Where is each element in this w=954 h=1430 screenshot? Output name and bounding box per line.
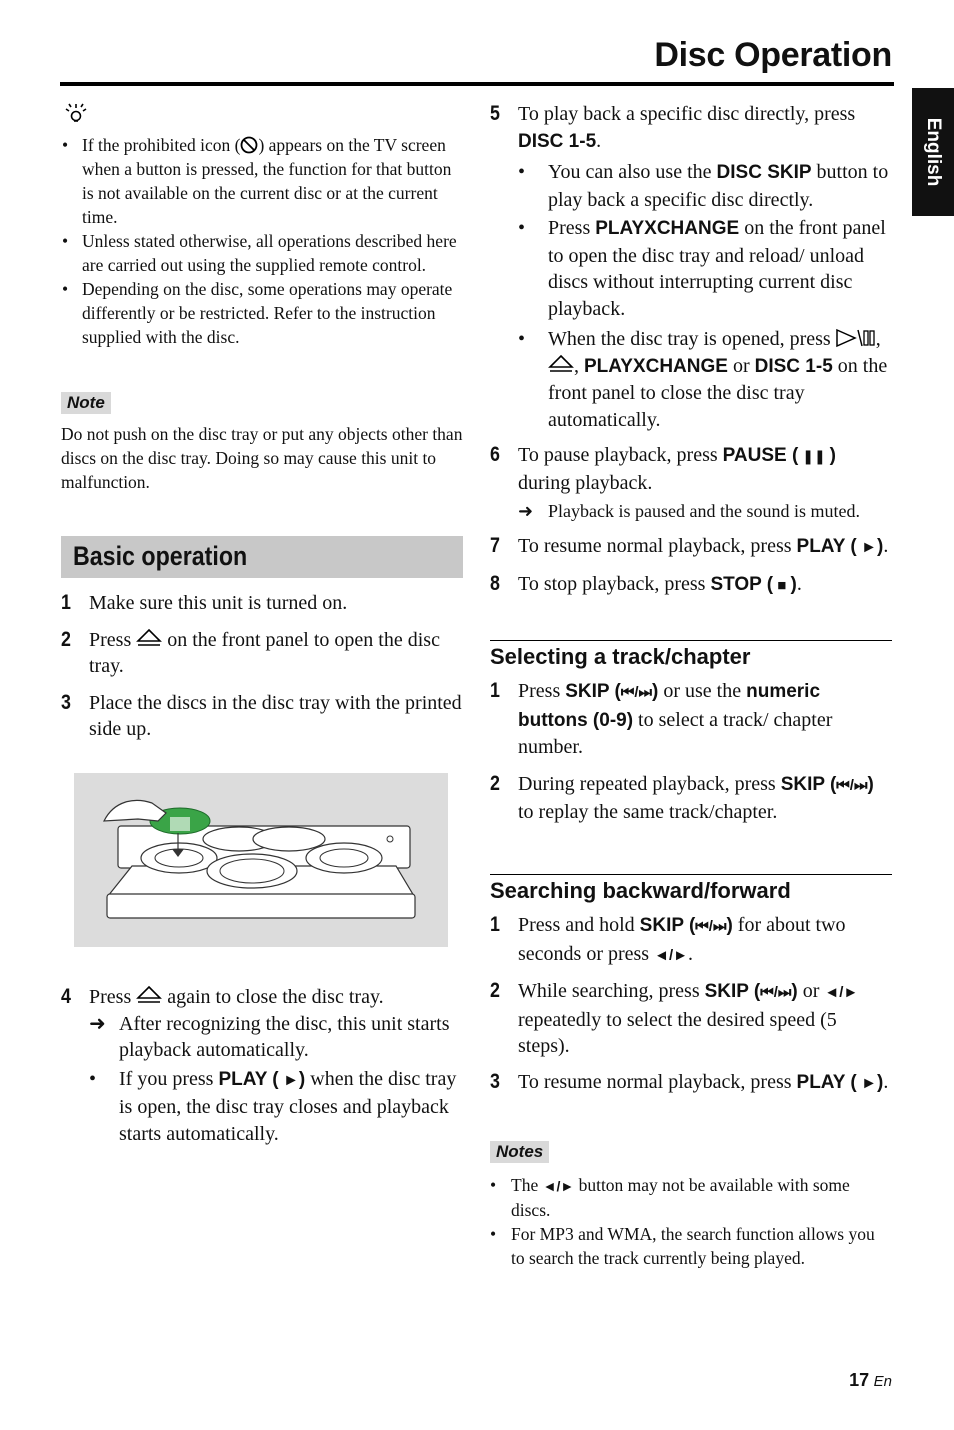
eject-icon	[136, 985, 162, 1005]
step-4: 4 Press again to close the disc tray.	[61, 985, 384, 1008]
step-6: 6 To pause playback, press PAUSE ( ❚❚ ) during playback.	[490, 443, 836, 494]
title-rule	[60, 82, 894, 86]
searching-heading: Searching backward/forward	[490, 878, 791, 903]
disc-tray-illustration	[74, 773, 448, 947]
arrow-icon: ➜	[89, 1012, 106, 1035]
step-8: 8 To stop playback, press STOP ( ■ ).	[490, 571, 802, 595]
section-heading: Basic operation	[73, 541, 248, 571]
selecting-step-1: 1 Press SKIP (⏮/⏭) or use the numeric buttons (0-9) to select a track/ chapter number.	[490, 679, 833, 758]
searching-step-3: 3 To resume normal playback, press PLAY ( ►).	[490, 1069, 889, 1093]
tip-item: • Depending on the disc, some operations may operate differently or be restricted. Refer to the instruction supplied with the disc.	[61, 277, 463, 349]
disc-tray-drawing	[74, 773, 448, 947]
section-heading-bar	[61, 536, 463, 578]
step-4-result: ➜ After recognizing the disc, this unit starts playback automatically.	[89, 1012, 450, 1061]
steps-5-8	[490, 101, 892, 599]
notes-item: • The ◄/► button may not be available with some discs.	[490, 1173, 892, 1222]
step-3: 3 Place the discs in the disc tray with the printed side up.	[61, 690, 462, 740]
notes-label: Notes	[490, 1141, 549, 1163]
play-icon: ►	[856, 1074, 877, 1092]
play-icon: ►	[278, 1071, 299, 1089]
step-5-bullet: • When the disc tray is opened, press , , PLAYXCHANGE or DISC 1-5 on the front panel to close the disc tray automatically.	[518, 328, 888, 431]
arrow-icon: ➜	[518, 501, 534, 521]
selecting-section	[490, 640, 892, 826]
step-1: 1 Make sure this unit is turned on.	[61, 591, 348, 614]
language-tab	[912, 88, 954, 216]
eject-icon	[548, 354, 574, 374]
tip-item: • If the prohibited icon ( ) appears on the TV screen when a button is pressed, the function for that button is not available on the current disc or at the current time.	[61, 133, 463, 229]
step-7: 7 To resume normal playback, press PLAY ( ►).	[490, 534, 889, 557]
notes-item: • For MP3 and WMA, the search function allows you to search the track currently being played.	[490, 1222, 892, 1270]
play-pause-icon	[836, 328, 876, 348]
skip-icon: ⏮/⏭	[836, 776, 868, 794]
step-5-bullet: • Press PLAYXCHANGE on the front panel to open the disc tray and reload/ unload discs without interrupting current disc playback.	[518, 217, 886, 320]
eject-icon	[136, 628, 162, 648]
stop-icon: ■	[773, 576, 791, 594]
selecting-heading: Selecting a track/chapter	[490, 644, 751, 669]
pause-icon: ❚❚	[798, 448, 830, 464]
step-4-block	[61, 984, 463, 1147]
searching-step-2: 2 While searching, press SKIP (⏮/⏭) or ◄/► repeatedly to select the desired speed (5 steps).	[490, 979, 859, 1057]
step-5: 5 To play back a specific disc directly, press DISC 1-5.	[490, 102, 856, 152]
notes-section	[490, 1141, 892, 1270]
note-label: Note	[61, 392, 111, 414]
step-6-result: ➜ Playback is paused and the sound is muted.	[518, 501, 860, 521]
selecting-step-2: 2 During repeated playback, press SKIP (⏮/⏭) to replay the same track/chapter.	[490, 771, 874, 823]
rewind-forward-icon: ◄/►	[542, 1178, 575, 1194]
basic-operation-section	[61, 536, 463, 743]
language-tab-label: English	[923, 117, 944, 187]
tip-item: • Unless stated otherwise, all operations described here are carried out using the supplied remote control.	[61, 229, 463, 277]
section-rule	[490, 874, 892, 875]
section-rule	[490, 640, 892, 641]
skip-icon: ⏮/⏭	[760, 984, 792, 1001]
searching-step-1: 1 Press and hold SKIP (⏮/⏭) for about two seconds or press ◄/►.	[490, 913, 846, 965]
tips-section	[61, 100, 463, 349]
note-text: Do not push on the disc tray or put any objects other than discs on the disc tray. Doing so may cause this unit to malfunction.	[61, 424, 463, 492]
page-title: Disc Operation	[654, 36, 892, 74]
searching-section	[490, 874, 892, 1097]
play-icon: ►	[856, 539, 877, 556]
page-number: 17 En	[849, 1370, 892, 1390]
lightbulb-icon	[61, 100, 91, 126]
step-2: 2 Press on the front panel to open the disc tray.	[61, 627, 440, 677]
step-4-bullet: • If you press PLAY ( ►) when the disc tray is open, the disc tray closes and playback starts automatically.	[89, 1067, 457, 1145]
skip-icon: ⏮/⏭	[620, 684, 653, 701]
rewind-forward-icon: ◄/►	[824, 984, 859, 1001]
rewind-forward-icon: ◄/►	[654, 946, 688, 964]
prohibited-icon	[240, 136, 258, 154]
step-5-bullet: • You can also use the DISC SKIP button to play back a specific disc directly.	[518, 161, 889, 211]
note-section	[61, 392, 463, 494]
skip-icon: ⏮/⏭	[695, 918, 727, 935]
